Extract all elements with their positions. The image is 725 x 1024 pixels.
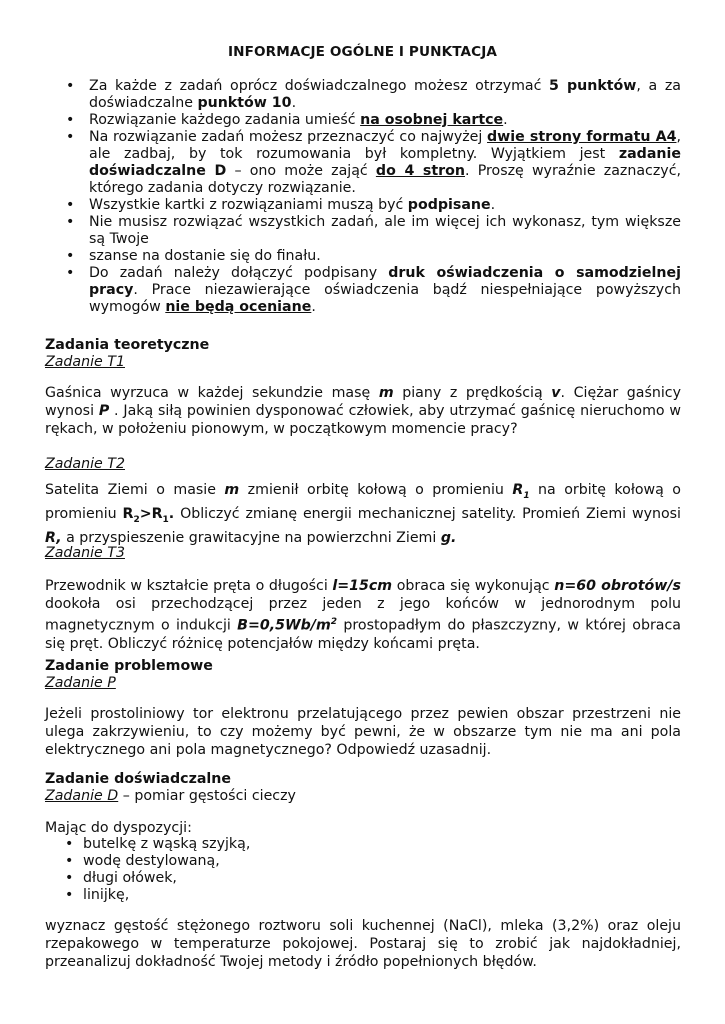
task-text-p: Jeżeli prostoliniowy tor elektronu przelatującego przez pewien obszar przestrzeni nie ulega zakrzywieniu, to czy możemy być pewni, że w obszarze tym nie ma ani pola elektrycznego ani pola magnetycznego? Odpowiedź uzasadnij. (45, 706, 681, 758)
rule-emphasis: podpisane (407, 197, 491, 213)
rule-text: Rozwiązanie każdego zadania umieść (89, 112, 361, 128)
rule-text: Nie musisz rozwiązać wszystkich zadań, ale im więcej ich wykonasz, tym większe są Twoje (89, 214, 681, 247)
task-text-t1: Gaśnica wyrzuca w każdej sekundzie masę m piany z prędkością v. Ciężar gaśnicy wynosi P . Jaką siłą powinien dysponować człowiek, aby utrzymać gaśnicę nieruchomo w rękach, w położeniu pionowym, w początkowym momencie pracy? (45, 385, 681, 437)
rule-emphasis: nie będą oceniane (165, 299, 312, 315)
task-text-t2: Satelita Ziemi o masie m zmienił orbitę kołową o promieniu $R_1$ na orbitę kołową o promieniu $R_2>R_1$. Obliczyć zmianę energii mechanicznej satelity. Promień Ziemi wynosi R, a przyspieszenie grawitacyjne na powierzchni Ziemi g. (45, 482, 681, 546)
equipment-item: • butelkę z wąską szyjką, (45, 836, 445, 853)
page-title: INFORMACJE OGÓLNE I PUNKTACJA (227, 44, 498, 60)
rule-item (45, 112, 681, 129)
equipment-list (45, 836, 445, 904)
rule-item (45, 265, 681, 316)
section-heading-theory: Zadania teoretyczne (45, 337, 210, 353)
rules-list (45, 78, 681, 316)
rule-text: szanse na dostanie się do finału. (89, 248, 321, 264)
rule-text: , ale zadbaj, by tok rozumowania był kompletny. Wyjątkiem jest (89, 129, 681, 162)
task-label-d: Zadanie D – pomiar gęstości cieczy (45, 788, 296, 804)
rule-item (45, 197, 681, 214)
rule-text: . Prace niezawierające oświadczenia bądź niespełniające powyższych wymogów (89, 282, 681, 315)
equipment-item: • linijkę, (45, 887, 445, 904)
rule-text: . (503, 112, 508, 128)
task-label-t2: Zadanie T2 (45, 456, 125, 472)
rule-item (45, 248, 681, 265)
rule-text: Do zadań należy dołączyć podpisany (89, 265, 389, 281)
rule-text: . (291, 95, 297, 111)
equipment-item: • wodę destylowaną, (45, 853, 445, 870)
task-label-p: Zadanie P (45, 675, 116, 691)
rule-emphasis: punktów 10 (197, 95, 292, 111)
rule-emphasis: zadanie doświadczalne D (89, 146, 681, 179)
section-heading-experiment: Zadanie doświadczalne (45, 771, 231, 787)
equipment-item: • długi ołówek, (45, 870, 445, 887)
section-heading-problem: Zadanie problemowe (45, 658, 213, 674)
rule-text: – ono może zająć (226, 163, 376, 179)
rule-text: Na rozwiązanie zadań możesz przeznaczyć co najwyżej (89, 129, 488, 145)
rule-text: , a za doświadczalne (89, 78, 681, 111)
rule-text: Za każde z zadań oprócz doświadczalnego możesz otrzymać (89, 78, 550, 94)
rule-text: . (311, 299, 316, 315)
rule-text: Wszystkie kartki z rozwiązaniami muszą być (89, 197, 408, 213)
rule-emphasis: druk oświadczenia o samodzielnej pracy (89, 265, 681, 298)
task-text-t3: Przewodnik w kształcie pręta o długości l=15cm obraca się wykonując n=60 obrotów/s dookoła osi przechodzącej przez jeden z jego końców w jednorodnym polu magnetycznym o indukcji $B=0,5Wb/m^2$ prostopadłym do płaszczyzny, w której obraca się pręt. Obliczyć różnicę potencjałów między końcami pręta. (45, 578, 681, 652)
task-text-d: wyznacz gęstość stężonego roztworu soli kuchennej (NaCl), mleka (3,2%) oraz oleju rzepakowego w temperaturze pokojowej. Postaraj się to zrobić jak najdokładniej, przeanalizuj dokładność Twojej metody i źródło popełnionych błędów. (45, 918, 681, 970)
rule-emphasis: 5 punktów (549, 78, 637, 94)
rule-emphasis: do 4 stron (375, 163, 465, 179)
task-label-t1: Zadanie T1 (45, 354, 125, 370)
rule-item (45, 129, 681, 197)
rule-item (45, 214, 681, 248)
rule-item (45, 78, 681, 112)
task-label-t3: Zadanie T3 (45, 545, 125, 561)
rule-text: . Proszę wyraźnie zaznaczyć, którego zadania dotyczy rozwiązanie. (89, 163, 682, 196)
rule-text: . (490, 197, 496, 213)
rule-emphasis: dwie strony formatu A4 (487, 129, 677, 145)
rule-emphasis: na osobnej kartce (360, 112, 504, 128)
task-intro-d: Mając do dyspozycji: (45, 820, 192, 836)
